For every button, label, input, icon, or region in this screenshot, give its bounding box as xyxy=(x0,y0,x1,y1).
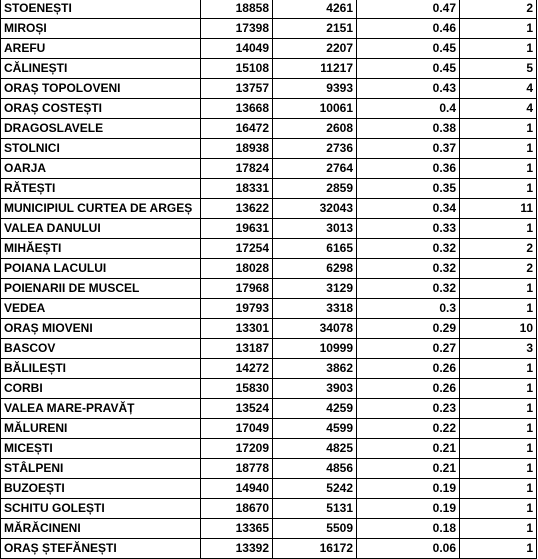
cell-ratio[interactable]: 0.37 xyxy=(357,139,460,159)
cell-count[interactable]: 1 xyxy=(460,519,537,539)
cell-population[interactable]: 2736 xyxy=(273,139,357,159)
table-row xyxy=(1,359,537,379)
cell-code[interactable]: 13668 xyxy=(201,99,273,119)
cell-ratio[interactable]: 0.45 xyxy=(357,59,460,79)
cell-code[interactable]: 18938 xyxy=(201,139,273,159)
cell-count[interactable]: 1 xyxy=(460,539,537,559)
cell-population[interactable]: 16172 xyxy=(273,539,357,559)
table-row xyxy=(1,319,537,339)
cell-ratio[interactable]: 0.47 xyxy=(357,0,460,19)
cell-code[interactable]: 13365 xyxy=(201,519,273,539)
cell-locality-name[interactable]: ORAȘ MIOVENI xyxy=(1,319,201,339)
cell-population[interactable]: 5509 xyxy=(273,519,357,539)
table-row xyxy=(1,419,537,439)
table-row xyxy=(1,0,537,19)
cell-code[interactable]: 15108 xyxy=(201,59,273,79)
cell-ratio[interactable]: 0.32 xyxy=(357,259,460,279)
cell-population[interactable]: 4856 xyxy=(273,459,357,479)
cell-count[interactable]: 1 xyxy=(460,219,537,239)
cell-locality-name[interactable]: MĂRĂCINENI xyxy=(1,519,201,539)
cell-population[interactable]: 10061 xyxy=(273,99,357,119)
cell-code[interactable]: 18778 xyxy=(201,459,273,479)
cell-population[interactable]: 6165 xyxy=(273,239,357,259)
cell-locality-name[interactable]: MĂLURENI xyxy=(1,419,201,439)
cell-population[interactable]: 3129 xyxy=(273,279,357,299)
cell-count[interactable]: 2 xyxy=(460,0,537,19)
cell-ratio[interactable]: 0.45 xyxy=(357,39,460,59)
cell-code[interactable]: 17398 xyxy=(201,19,273,39)
cell-locality-name[interactable]: CĂLINEȘTI xyxy=(1,59,201,79)
cell-count[interactable]: 4 xyxy=(460,79,537,99)
cell-count[interactable]: 1 xyxy=(460,439,537,459)
cell-ratio[interactable]: 0.19 xyxy=(357,479,460,499)
cell-code[interactable]: 19631 xyxy=(201,219,273,239)
cell-count[interactable]: 1 xyxy=(460,159,537,179)
table-row xyxy=(1,479,537,499)
cell-population[interactable]: 2859 xyxy=(273,179,357,199)
cell-count[interactable]: 1 xyxy=(460,479,537,499)
cell-ratio[interactable]: 0.22 xyxy=(357,419,460,439)
cell-ratio[interactable]: 0.18 xyxy=(357,519,460,539)
cell-population[interactable]: 3903 xyxy=(273,379,357,399)
cell-locality-name[interactable]: MICEȘTI xyxy=(1,439,201,459)
cell-population[interactable]: 32043 xyxy=(273,199,357,219)
cell-count[interactable]: 1 xyxy=(460,299,537,319)
cell-count[interactable]: 1 xyxy=(460,499,537,519)
cell-code[interactable]: 14272 xyxy=(201,359,273,379)
cell-locality-name[interactable]: CORBI xyxy=(1,379,201,399)
table-body xyxy=(1,0,537,559)
cell-ratio[interactable]: 0.46 xyxy=(357,19,460,39)
cell-ratio[interactable]: 0.27 xyxy=(357,339,460,359)
cell-code[interactable]: 14049 xyxy=(201,39,273,59)
table-row xyxy=(1,179,537,199)
cell-code[interactable]: 13622 xyxy=(201,199,273,219)
cell-population[interactable]: 5131 xyxy=(273,499,357,519)
cell-population[interactable]: 11217 xyxy=(273,59,357,79)
table-row xyxy=(1,439,537,459)
cell-count[interactable]: 5 xyxy=(460,59,537,79)
cell-locality-name[interactable]: BASCOV xyxy=(1,339,201,359)
table-row xyxy=(1,539,537,559)
cell-code[interactable]: 14940 xyxy=(201,479,273,499)
cell-ratio[interactable]: 0.34 xyxy=(357,199,460,219)
table-row xyxy=(1,259,537,279)
cell-code[interactable]: 17209 xyxy=(201,439,273,459)
cell-ratio[interactable]: 0.32 xyxy=(357,239,460,259)
cell-count[interactable]: 1 xyxy=(460,179,537,199)
cell-code[interactable]: 17254 xyxy=(201,239,273,259)
cell-locality-name[interactable]: SCHITU GOLEȘTI xyxy=(1,499,201,519)
cell-ratio[interactable]: 0.26 xyxy=(357,359,460,379)
cell-code[interactable]: 18670 xyxy=(201,499,273,519)
cell-count[interactable]: 2 xyxy=(460,239,537,259)
cell-population[interactable]: 3862 xyxy=(273,359,357,379)
cell-count[interactable]: 1 xyxy=(460,119,537,139)
cell-locality-name[interactable]: MIROȘI xyxy=(1,19,201,39)
cell-locality-name[interactable]: MIHĂEȘTI xyxy=(1,239,201,259)
cell-code[interactable]: 18858 xyxy=(201,0,273,19)
cell-code[interactable]: 16472 xyxy=(201,119,273,139)
cell-count[interactable]: 1 xyxy=(460,19,537,39)
cell-code[interactable]: 17968 xyxy=(201,279,273,299)
cell-code[interactable]: 13392 xyxy=(201,539,273,559)
cell-ratio[interactable]: 0.21 xyxy=(357,459,460,479)
table-row xyxy=(1,159,537,179)
cell-population[interactable]: 3013 xyxy=(273,219,357,239)
table-row xyxy=(1,519,537,539)
cell-locality-name[interactable]: AREFU xyxy=(1,39,201,59)
cell-count[interactable]: 1 xyxy=(460,399,537,419)
table-row xyxy=(1,199,537,219)
table-row xyxy=(1,79,537,99)
cell-count[interactable]: 2 xyxy=(460,259,537,279)
cell-locality-name[interactable]: DRAGOSLAVELE xyxy=(1,119,201,139)
cell-population[interactable]: 4599 xyxy=(273,419,357,439)
cell-code[interactable]: 17824 xyxy=(201,159,273,179)
table-row xyxy=(1,459,537,479)
table-row xyxy=(1,59,537,79)
cell-count[interactable]: 1 xyxy=(460,279,537,299)
cell-ratio[interactable]: 0.21 xyxy=(357,439,460,459)
cell-code[interactable]: 13524 xyxy=(201,399,273,419)
cell-locality-name[interactable]: ORAȘ ȘTEFĂNEȘTI xyxy=(1,539,201,559)
cell-ratio[interactable]: 0.3 xyxy=(357,299,460,319)
cell-ratio[interactable]: 0.43 xyxy=(357,79,460,99)
table-row xyxy=(1,39,537,59)
table-row xyxy=(1,99,537,119)
cell-locality-name[interactable]: STOENEȘTI xyxy=(1,0,201,19)
cell-locality-name[interactable]: BUZOEȘTI xyxy=(1,479,201,499)
cell-population[interactable]: 2151 xyxy=(273,19,357,39)
cell-locality-name[interactable]: VALEA DANULUI xyxy=(1,219,201,239)
cell-ratio[interactable]: 0.38 xyxy=(357,119,460,139)
cell-population[interactable]: 10999 xyxy=(273,339,357,359)
cell-ratio[interactable]: 0.32 xyxy=(357,279,460,299)
cell-ratio[interactable]: 0.06 xyxy=(357,539,460,559)
cell-locality-name[interactable]: POIENARII DE MUSCEL xyxy=(1,279,201,299)
table-row xyxy=(1,19,537,39)
cell-count[interactable]: 1 xyxy=(460,459,537,479)
cell-locality-name[interactable]: BĂLILEȘTI xyxy=(1,359,201,379)
cell-ratio[interactable]: 0.26 xyxy=(357,379,460,399)
cell-code[interactable]: 13187 xyxy=(201,339,273,359)
cell-count[interactable]: 10 xyxy=(460,319,537,339)
cell-code[interactable]: 17049 xyxy=(201,419,273,439)
cell-code[interactable]: 15830 xyxy=(201,379,273,399)
table-row xyxy=(1,379,537,399)
cell-count[interactable]: 11 xyxy=(460,199,537,219)
cell-ratio[interactable]: 0.33 xyxy=(357,219,460,239)
cell-count[interactable]: 1 xyxy=(460,379,537,399)
cell-ratio[interactable]: 0.4 xyxy=(357,99,460,119)
cell-count[interactable]: 4 xyxy=(460,99,537,119)
cell-population[interactable]: 9393 xyxy=(273,79,357,99)
table-row xyxy=(1,299,537,319)
cell-ratio[interactable]: 0.29 xyxy=(357,319,460,339)
cell-code[interactable]: 18331 xyxy=(201,179,273,199)
cell-ratio[interactable]: 0.35 xyxy=(357,179,460,199)
table-row xyxy=(1,279,537,299)
cell-population[interactable]: 5242 xyxy=(273,479,357,499)
table-row xyxy=(1,339,537,359)
cell-count[interactable]: 3 xyxy=(460,339,537,359)
cell-locality-name[interactable]: MUNICIPIUL CURTEA DE ARGEȘ xyxy=(1,199,201,219)
cell-ratio[interactable]: 0.19 xyxy=(357,499,460,519)
cell-locality-name[interactable]: OARJA xyxy=(1,159,201,179)
cell-code[interactable]: 19793 xyxy=(201,299,273,319)
table-row xyxy=(1,219,537,239)
cell-code[interactable]: 13757 xyxy=(201,79,273,99)
cell-population[interactable]: 3318 xyxy=(273,299,357,319)
table-row xyxy=(1,119,537,139)
cell-locality-name[interactable]: ORAȘ TOPOLOVENI xyxy=(1,79,201,99)
cell-population[interactable]: 2608 xyxy=(273,119,357,139)
cell-locality-name[interactable]: VALEA MARE-PRAVĂȚ xyxy=(1,399,201,419)
cell-population[interactable]: 34078 xyxy=(273,319,357,339)
cell-population[interactable]: 2764 xyxy=(273,159,357,179)
cell-locality-name[interactable]: POIANA LACULUI xyxy=(1,259,201,279)
cell-locality-name[interactable]: VEDEA xyxy=(1,299,201,319)
cell-ratio[interactable]: 0.23 xyxy=(357,399,460,419)
table-row xyxy=(1,139,537,159)
cell-locality-name[interactable]: RĂTEȘTI xyxy=(1,179,201,199)
cell-count[interactable]: 1 xyxy=(460,419,537,439)
cell-code[interactable]: 18028 xyxy=(201,259,273,279)
cell-locality-name[interactable]: STÂLPENI xyxy=(1,459,201,479)
cell-locality-name[interactable]: STOLNICI xyxy=(1,139,201,159)
cell-locality-name[interactable]: ORAȘ COSTEȘTI xyxy=(1,99,201,119)
cell-population[interactable]: 4259 xyxy=(273,399,357,419)
table-row xyxy=(1,399,537,419)
cell-count[interactable]: 1 xyxy=(460,139,537,159)
cell-code[interactable]: 13301 xyxy=(201,319,273,339)
cell-population[interactable]: 4825 xyxy=(273,439,357,459)
cell-population[interactable]: 4261 xyxy=(273,0,357,19)
cell-population[interactable]: 6298 xyxy=(273,259,357,279)
table-row xyxy=(1,239,537,259)
table-row xyxy=(1,499,537,519)
cell-population[interactable]: 2207 xyxy=(273,39,357,59)
cell-ratio[interactable]: 0.36 xyxy=(357,159,460,179)
cell-count[interactable]: 1 xyxy=(460,39,537,59)
cell-count[interactable]: 1 xyxy=(460,359,537,379)
